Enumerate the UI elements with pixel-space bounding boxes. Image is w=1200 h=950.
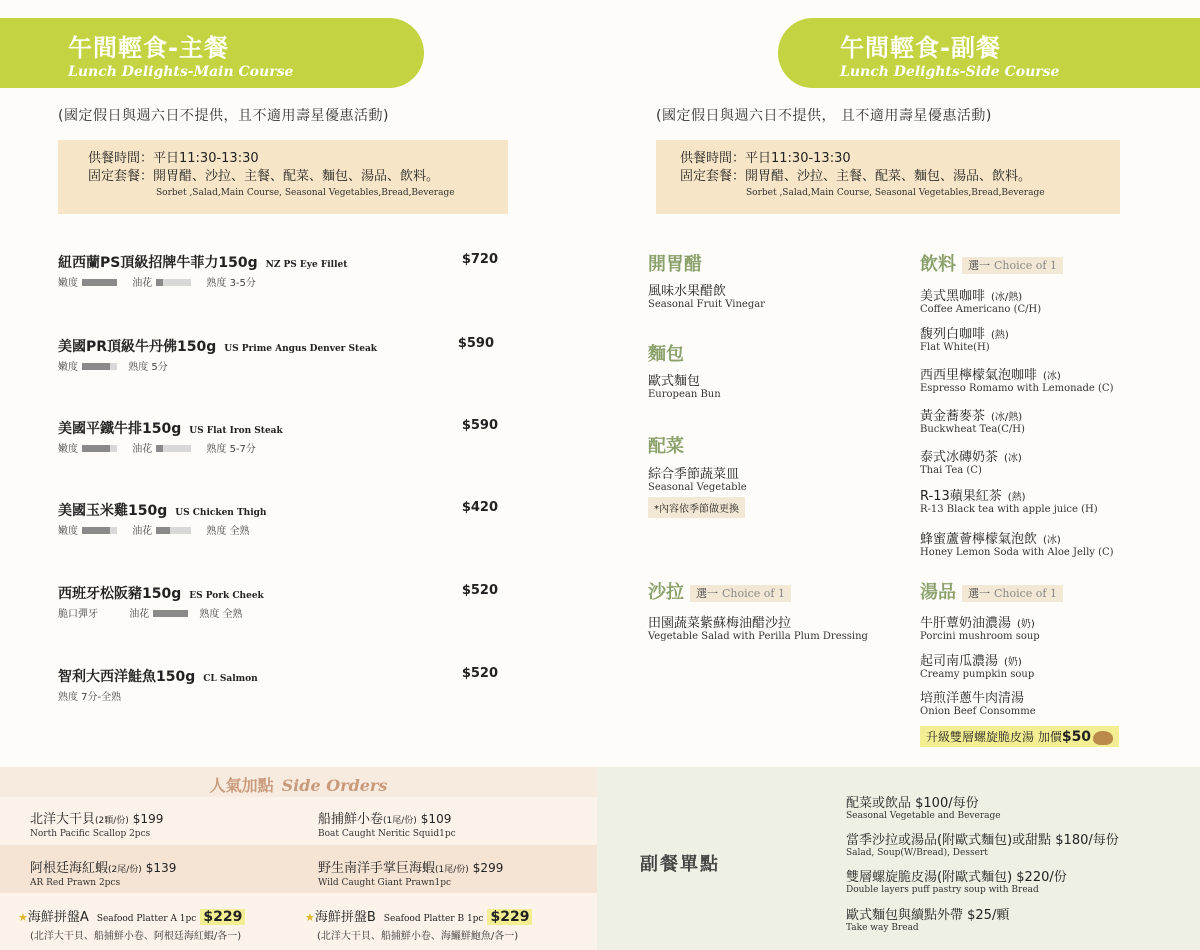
dish-name-en: NZ PS Eye Fillet — [265, 260, 348, 270]
bread-item: 歐式麵包 European Bun — [648, 374, 721, 400]
drink-item: R-13蘋果紅茶 (熱) R-13 Black tea with apple juice (H) — [920, 489, 1098, 515]
section-soup-title: 湯品 選一 Choice of 1 — [920, 578, 1063, 604]
side-course-title: 午間輕食-副餐 — [840, 34, 1001, 62]
dish-price: $520 — [461, 583, 498, 598]
dish-attributes: 嫩度 熟度 5分 — [58, 362, 168, 373]
drink-item: 西西里檸檬氣泡咖啡 (冰) Espresso Romamo with Lemonade (C) — [920, 368, 1114, 394]
main-course-title: 午間輕食-主餐 — [68, 34, 229, 62]
drink-item: 美式黑咖啡 (冰/熱) Coffee Americano (C/H) — [920, 289, 1042, 315]
dish-item — [58, 666, 508, 703]
set-menu: 固定套餐：開胃醋、沙拉、主餐、配菜、麵包、湯品、飲料。 — [88, 169, 440, 184]
notice-right: (國定假日與週六日不提供， 且不適用壽星優惠活動) — [656, 108, 992, 124]
dish-attributes: 嫩度 油花 熟度 3-5分 — [58, 278, 256, 289]
dish-price: $420 — [461, 500, 498, 515]
dish-name: 西班牙松阪豬150g — [58, 586, 182, 602]
drink-item: 泰式冰磚奶茶 (冰) Thai Tea (C) — [920, 450, 1022, 476]
soup-item: 起司南瓜濃湯 (奶) Creamy pumpkin soup — [920, 654, 1035, 680]
marbling-bars — [156, 444, 191, 455]
dish-item — [58, 336, 508, 373]
platter-item: ★海鮮拼盤B Seafood Platter B 1pc $229 (北洋大干貝、船捕鮮小卷、海鱺鮮鮑魚/各一) — [305, 906, 532, 942]
notice-left: (國定假日與週六日不提供，且不適用壽星優惠活動) — [58, 108, 389, 124]
star-icon: ★ — [18, 911, 28, 924]
order-item: 船捕鮮小卷(1尾/份) $109 Boat Caught Neritic Squid1pc — [318, 812, 456, 839]
soup-item: 培煎洋蔥牛肉清湯 Onion Beef Consomme — [920, 691, 1036, 717]
dish-attributes: 嫩度 油花 熟度 5-7分 — [58, 444, 256, 455]
set-menu-en: Sorbet ,Salad,Main Course, Seasonal Vegetables,Bread,Beverage — [746, 188, 1045, 198]
side-course-subtitle: Lunch Delights-Side Course — [840, 64, 1060, 80]
side-menu-item: 當季沙拉或湯品(附歐式麵包)或甜點 $180/每份 Salad, Soup(W/Bread), Dessert — [846, 833, 1119, 858]
dish-name: 智利大西洋鮭魚150g — [58, 669, 196, 685]
dish-price: $720 — [461, 252, 498, 267]
dish-name: 美國PR頂級牛丹佛150g — [58, 339, 217, 355]
service-time: 供餐時間：平日11:30-13:30 — [88, 151, 259, 166]
marbling-bars — [156, 526, 191, 537]
dish-name: 美國玉米雞150g — [58, 503, 168, 519]
dish-name: 紐西蘭PS頂級招牌牛菲力150g — [58, 255, 258, 271]
dish-item — [58, 583, 508, 620]
dish-attributes: 熟度 7分-全熟 — [58, 692, 122, 703]
section-drinks-title: 飲料 選一 Choice of 1 — [920, 250, 1063, 276]
side-course-banner — [778, 18, 1200, 88]
drink-item: 馥列白咖啡 (熱) Flat White(H) — [920, 327, 1009, 353]
service-time: 供餐時間：平日11:30-13:30 — [680, 151, 851, 166]
dish-name-en: ES Pork Cheek — [189, 591, 264, 601]
set-menu: 固定套餐：開胃醋、沙拉、主餐、配菜、麵包、湯品、飲料。 — [680, 169, 1032, 184]
dish-name-en: US Flat Iron Steak — [189, 426, 283, 436]
order-item: 野生南洋手掌巨海蝦(1尾/份) $299 Wild Caught Giant Prawn1pc — [318, 861, 504, 888]
salad-item: 田園蔬菜紫蘇梅油醋沙拉 Vegetable Salad with Perilla Plum Dressing — [648, 616, 868, 642]
side-menu-item: 配菜或飲品 $100/每份 Seasonal Vegetable and Beverage — [846, 796, 1001, 821]
tender-bars — [82, 278, 117, 289]
soup-item: 牛肝蕈奶油濃湯 (奶) Porcini mushroom soup — [920, 616, 1040, 642]
dish-name-en: US Prime Angus Denver Steak — [224, 344, 378, 354]
dish-attributes: 脆口彈牙 油花 熟度 全熟 — [58, 609, 243, 620]
dish-name: 美國平鐵牛排150g — [58, 421, 182, 437]
sorbet-item: 風味水果醋飲 Seasonal Fruit Vinegar — [648, 284, 765, 310]
dish-item — [58, 252, 508, 289]
side-item: 綜合季節蔬菜皿 Seasonal Vegetable — [648, 467, 747, 493]
side-menu-item: 雙層螺旋脆皮湯(附歐式麵包) $220/份 Double layers puff pastry soup with Bread — [846, 870, 1067, 895]
tender-bars — [82, 444, 117, 455]
puff-pastry-icon — [1093, 731, 1113, 745]
order-item: 阿根廷海紅蝦(2尾/份) $139 AR Red Prawn 2pcs — [30, 861, 177, 888]
order-item: 北洋大干貝(2顆/份) $199 North Pacific Scallop 2pcs — [30, 812, 164, 839]
dish-item — [58, 418, 508, 455]
main-course-banner — [0, 18, 424, 88]
star-icon: ★ — [305, 911, 315, 924]
side-menu-title: 副餐單點 — [640, 854, 720, 875]
dish-price: $590 — [457, 336, 494, 351]
dish-name-en: CL Salmon — [203, 674, 258, 684]
soup-upgrade-badge: 升級雙層螺旋脆皮湯 加價$50 — [920, 726, 1119, 747]
drink-item: 黃金蕎麥茶 (冰/熱) Buckwheat Tea(C/H) — [920, 409, 1025, 435]
seasonal-note: *內容依季節做更換 — [648, 497, 745, 518]
tender-bars — [82, 526, 117, 537]
dish-price: $520 — [461, 666, 498, 681]
info-box-right — [656, 140, 1120, 214]
dish-attributes: 嫩度 油花 熟度 全熟 — [58, 526, 250, 537]
dish-item — [58, 500, 508, 537]
dish-name-en: US Chicken Thigh — [175, 508, 267, 518]
tender-bars — [82, 362, 117, 373]
section-salad-title: 沙拉 選一 Choice of 1 — [648, 578, 791, 604]
set-menu-en: Sorbet ,Salad,Main Course, Seasonal Vegetables,Bread,Beverage — [156, 188, 455, 198]
side-orders-title: 人氣加點 Side Orders — [0, 767, 597, 797]
section-bread-title: 麵包 — [648, 344, 684, 365]
side-menu-item: 歐式麵包與續點外帶 $25/顆 Take way Bread — [846, 908, 1010, 933]
dish-price: $590 — [461, 418, 498, 433]
marbling-bars — [153, 609, 188, 620]
marbling-bars — [156, 278, 191, 289]
drink-item: 蜂蜜蘆薈檸檬氣泡飲 (冰) Honey Lemon Soda with Aloe Jelly (C) — [920, 532, 1114, 558]
platter-item: ★海鮮拼盤A Seafood Platter A 1pc $229 (北洋大干貝、船捕鮮小卷、阿根廷海紅蝦/各一) — [18, 906, 245, 942]
info-box-left — [58, 140, 508, 214]
section-sorbet-title: 開胃醋 — [648, 254, 702, 275]
section-side-title: 配菜 — [648, 436, 684, 457]
main-course-subtitle: Lunch Delights-Main Course — [68, 64, 294, 80]
